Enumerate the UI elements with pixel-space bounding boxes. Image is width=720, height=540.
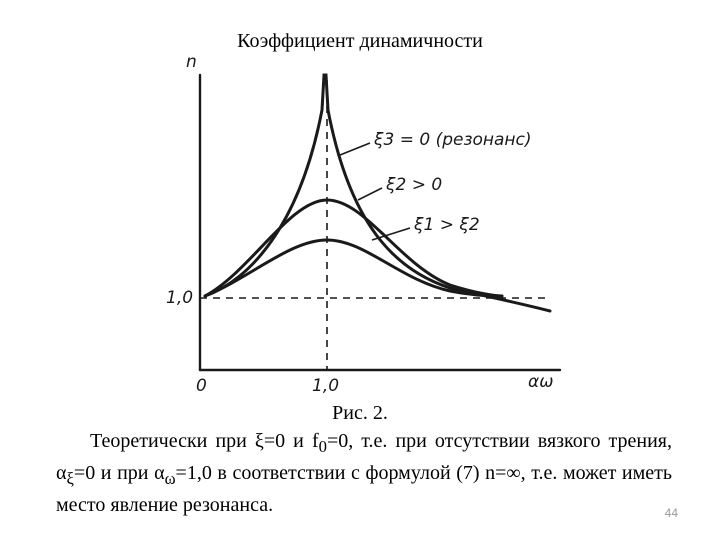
subscript-f: 0	[318, 437, 327, 456]
curve-label-xi2: ξ2 > 0	[386, 175, 443, 195]
slide-title: Коэффициент динамичности	[237, 30, 483, 52]
resonance-figure	[150, 50, 570, 405]
paragraph-text	[56, 428, 672, 519]
y-axis-label: n	[186, 52, 197, 72]
subscript-xi: ξ	[66, 469, 74, 488]
x-axis-label: αω	[528, 372, 554, 392]
figure-caption: Рис. 2.	[332, 402, 388, 424]
text-part-4: =1,0 в соответствии с формулой (7) n=∞, т.е. может иметь место явление резонанса.	[56, 462, 673, 516]
leader-xi3	[340, 143, 370, 155]
text-part-3: =0 и при α	[73, 462, 165, 484]
text-part-1: Теоретически при ξ=0 и f	[90, 430, 319, 452]
text-part-2: =0, т.е. при отсутствии вязкого трения, α	[56, 430, 672, 484]
curve-label-xi1: ξ1 > ξ2	[414, 215, 480, 235]
resonance-plot	[150, 50, 570, 400]
curve-xi3-resonance	[205, 75, 550, 311]
body-paragraph	[56, 428, 672, 519]
curve-label-xi3: ξ3 = 0 (резонанс)	[374, 130, 532, 150]
origin-label: 0	[196, 376, 207, 396]
subscript-omega: ω	[164, 469, 176, 488]
leader-xi2	[358, 188, 382, 200]
page-number: 44	[664, 506, 678, 520]
x-tick-label: 1,0	[312, 376, 340, 396]
y-tick-label: 1,0	[166, 288, 194, 308]
